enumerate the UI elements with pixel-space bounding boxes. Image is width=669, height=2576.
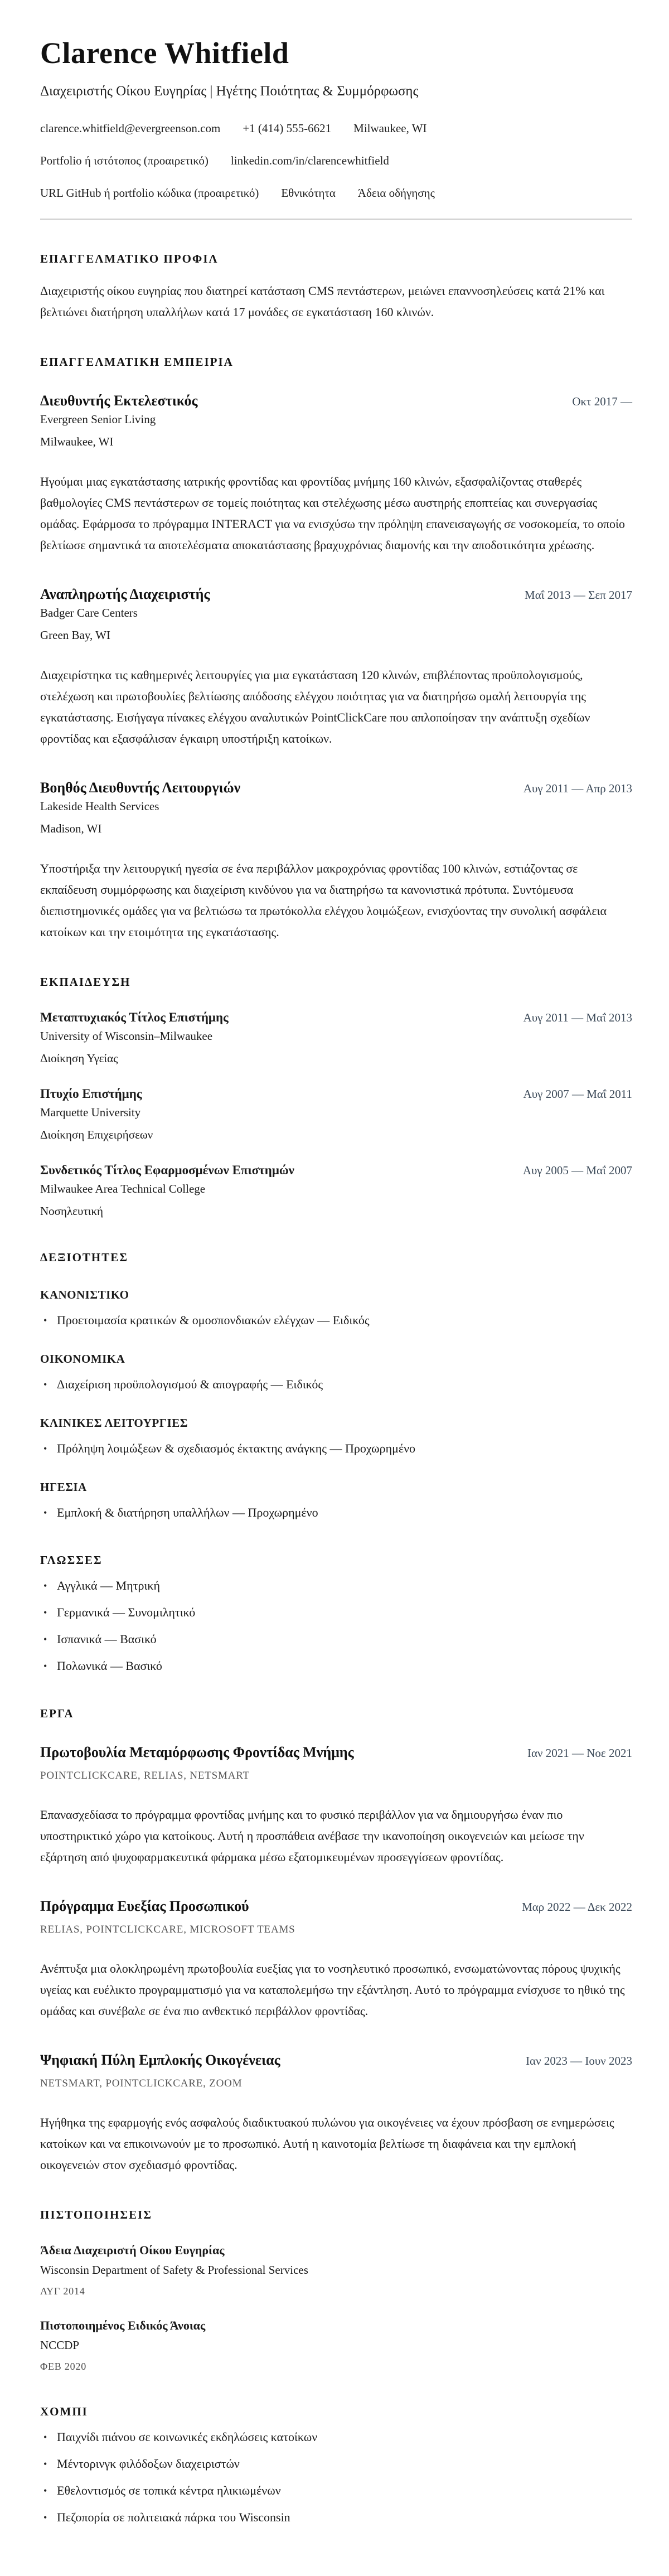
contact-linkedin: linkedin.com/in/clarencewhitfield [230, 154, 389, 168]
skill-list [40, 1504, 632, 1521]
degree-field: Νοσηλευτική [40, 1204, 104, 1218]
certification-date: ΦΕΒ 2020 [40, 2361, 87, 2372]
job-location: Milwaukee, WI [40, 435, 114, 449]
certification-issuer: Wisconsin Department of Safety & Professional Services [40, 2263, 308, 2277]
job-title: Αναπληρωτής Διαχειριστής [40, 586, 210, 603]
header-divider [40, 219, 632, 220]
hobby-item: • Μέντορινγκ φιλόδοξων διαχειριστών [40, 2456, 632, 2472]
project-entry [40, 2052, 632, 2176]
skill-item: • Προετοιμασία κρατικών & ομοσπονδιακών ελέγχων — Ειδικός [40, 1312, 632, 1329]
person-name: Clarence Whitfield [40, 36, 289, 70]
skill-group [40, 1480, 632, 1521]
job-entry [40, 779, 632, 943]
project-title: Ψηφιακή Πύλη Εμπλοκής Οικογένειας [40, 2052, 280, 2069]
degree-school: Marquette University [40, 1106, 141, 1120]
job-dates: Αυγ 2011 — Απρ 2013 [523, 782, 632, 796]
certification-title: Πιστοποιημένος Ειδικός Άνοιας [40, 2318, 206, 2333]
degree-title: Μεταπτυχιακός Τίτλος Επιστήμης [40, 1010, 229, 1025]
project-description: Επανασχεδίασα το πρόγραμμα φροντίδας μνήμης και το φυσικό περιβάλλον για να δημιουργήσω έναν πιο υποστηρικτικό χώρο για κατοίκους. Αυτή η προσπάθεια ανέβασε την ικανοποίηση οικογενειών και μείωσε την εξάρτηση από ψυχοφαρμακευτικά φάρμακα μέσω εξατομικευμένων προσεγγίσεων φροντίδας. [40, 1808, 584, 1865]
job-dates: Μαΐ 2013 — Σεπ 2017 [525, 588, 632, 602]
education-entry [40, 1087, 632, 1142]
hobby-item: • Εθελοντισμός σε τοπικά κέντρα ηλικιωμένων [40, 2482, 632, 2499]
certification-title: Άδεια Διαχειριστή Οίκου Ευγηρίας [40, 2243, 225, 2258]
section-heading-education: ΕΚΠΑΙΔΕΥΣΗ [40, 975, 131, 989]
education-entry-head [40, 1087, 632, 1101]
section-profile [40, 252, 632, 323]
contact-github-placeholder: URL GitHub ή portfolio κώδικα (προαιρετικό) [40, 186, 259, 200]
degree-school: Milwaukee Area Technical College [40, 1182, 206, 1196]
skill-group [40, 1288, 632, 1329]
skill-list [40, 1312, 632, 1329]
contact-nationality-placeholder: Εθνικότητα [281, 186, 336, 200]
contact-phone: +1 (414) 555-6621 [243, 122, 332, 135]
section-heading-hobbies: ΧΟΜΠΙ [40, 2405, 88, 2419]
job-location: Madison, WI [40, 822, 102, 836]
degree-dates: Αυγ 2005 — Μαΐ 2007 [522, 1164, 632, 1178]
project-tech-stack: RELIAS, POINTCLICKCARE, MICROSOFT TEAMS [40, 1924, 295, 1936]
section-heading-experience: ΕΠΑΓΓΕΛΜΑΤΙΚΗ ΕΜΠΕΙΡΙΑ [40, 355, 234, 369]
project-entry [40, 1898, 632, 2022]
section-certifications [40, 2208, 632, 2372]
degree-dates: Αυγ 2007 — Μαΐ 2011 [523, 1087, 632, 1101]
skill-list [40, 1376, 632, 1393]
degree-title: Πτυχίο Επιστήμης [40, 1087, 142, 1101]
project-dates: Μαρ 2022 — Δεκ 2022 [522, 1900, 632, 1914]
section-languages [40, 1553, 632, 1674]
skill-group [40, 1416, 632, 1457]
language-item: • Αγγλικά — Μητρική [40, 1577, 632, 1594]
section-experience [40, 355, 632, 943]
section-heading-profile: ΕΠΑΓΓΕΛΜΑΤΙΚΟ ΠΡΟΦΙΛ [40, 252, 219, 266]
job-company: Lakeside Health Services [40, 800, 159, 814]
certification-entry [40, 2243, 632, 2297]
degree-title: Συνδετικός Τίτλος Εφαρμοσμένων Επιστημών [40, 1163, 294, 1178]
language-item: • Γερμανικά — Συνομιλητικό [40, 1604, 632, 1621]
project-entry-head [40, 2052, 632, 2069]
skill-item: • Διαχείριση προϋπολογισμού & απογραφής — Ειδικός [40, 1376, 632, 1393]
project-title: Πρωτοβουλία Μεταμόρφωσης Φροντίδας Μνήμης [40, 1744, 354, 1761]
job-entry-head [40, 586, 632, 603]
degree-dates: Αυγ 2011 — Μαΐ 2013 [523, 1011, 632, 1025]
hobby-item: • Παιχνίδι πιάνου σε κοινωνικές εκδηλώσεις κατοίκων [40, 2429, 632, 2446]
job-description: Διαχειρίστηκα τις καθημερινές λειτουργίες για μια εγκατάσταση 120 κλινών, επιβλέποντας προϋπολογισμούς, στελέχωση και πρωτοβουλίες βελτίωσης απόδοσης ελέγχου ποιότητας για να διατηρήσω ομαλή λειτουργία της εγκατάστασης. Εισήγαγα πίνακες ελέγχου αναλυτικών PointClickCare που απλοποίησαν την ανάπτυξη σχεδίων φροντίδας και εξασφάλισαν έγκαιρη υποστήριξη κατοίκων. [40, 668, 590, 746]
education-entry [40, 1163, 632, 1218]
education-entry-head [40, 1010, 632, 1025]
language-list [40, 1577, 632, 1674]
project-entry-head [40, 1898, 632, 1915]
resume-header [40, 36, 632, 220]
skill-category: ΟΙΚΟΝΟΜΙΚΑ [40, 1352, 125, 1366]
project-dates: Ιαν 2021 — Νοε 2021 [527, 1746, 632, 1760]
profile-summary: Διαχειριστής οίκου ευγηρίας που διατηρεί κατάσταση CMS πεντάστερων, μειώνει επαννοσηλεύσεις κατά 21% και βελτιώνει διατήρηση υπαλλήλων κατά 17 μονάδες σε εγκατάσταση 160 κλινών. [40, 284, 605, 319]
section-education [40, 975, 632, 1218]
project-entry [40, 1744, 632, 1868]
skill-group [40, 1352, 632, 1393]
job-title: Διευθυντής Εκτελεστικός [40, 393, 198, 409]
degree-field: Διοίκηση Υγείας [40, 1052, 118, 1066]
project-description: Ηγήθηκα της εφαρμογής ενός ασφαλούς διαδικτυακού πυλώνου για οικογένειες να έχουν πρόσβαση σε ενημερώσεις κατοίκων και να επικοινωνούν με το προσωπικό. Αυτή η καινοτομία βελτίωσε τη διαφάνεια και την εμπλοκή οικογενειών στον σχεδιασμό φροντίδας. [40, 2115, 614, 2172]
certification-issuer: NCCDP [40, 2338, 80, 2352]
skill-item: • Εμπλοκή & διατήρηση υπαλλήλων — Προχωρημένο [40, 1504, 632, 1521]
skill-category: ΚΛΙΝΙΚΕΣ ΛΕΙΤΟΥΡΓΙΕΣ [40, 1416, 188, 1430]
language-item: • Πολωνικά — Βασικό [40, 1658, 632, 1674]
job-company: Evergreen Senior Living [40, 413, 156, 427]
contact-location: Milwaukee, WI [353, 122, 427, 135]
section-heading-languages: ΓΛΩΣΣΕΣ [40, 1553, 103, 1567]
section-heading-certifications: ΠΙΣΤΟΠΟΙΗΣΕΙΣ [40, 2208, 153, 2222]
contact-portfolio-placeholder: Portfolio ή ιστότοπος (προαιρετικό) [40, 154, 209, 168]
job-title: Βοηθός Διευθυντής Λειτουργιών [40, 779, 241, 796]
job-company: Badger Care Centers [40, 606, 138, 620]
language-item: • Ισπανικά — Βασικό [40, 1631, 632, 1648]
section-skills [40, 1251, 632, 1521]
contact-email: clarence.whitfield@evergreenson.com [40, 122, 221, 135]
project-entry-head [40, 1744, 632, 1761]
hobby-item: • Πεζοπορία σε πολιτειακά πάρκα του Wisconsin [40, 2509, 632, 2526]
job-location: Green Bay, WI [40, 628, 110, 642]
education-entry-head [40, 1163, 632, 1178]
job-entry-head [40, 393, 632, 409]
contact-row-2 [40, 154, 632, 168]
contact-row-3 [40, 186, 632, 200]
job-description: Ηγούμαι μιας εγκατάστασης ιατρικής φροντίδας και φροντίδας μνήμης 160 κλινών, εξασφαλίζοντας σταθερές βαθμολογίες CMS πεντάστερων σε τομείς ποιότητας και στελέχωσης μέσω αυστηρής εποπτείας και συνεργασίας ομάδας. Εφάρμοσα το πρόγραμμα INTERACT για να ενισχύσω την πρόληψη επανεισαγωγής σε νοσοκομεία, το οποίο βελτίωσε σημαντικά τα αποτελέσματα αποκατάστασης βραχυχρόνιας διαμονής και την αποδοτικότητα χρέωσης. [40, 474, 625, 553]
section-heading-projects: ΕΡΓΑ [40, 1707, 74, 1721]
degree-field: Διοίκηση Επιχειρήσεων [40, 1128, 153, 1142]
project-title: Πρόγραμμα Ευεξίας Προσωπικού [40, 1898, 249, 1915]
skill-category: ΗΓΕΣΙΑ [40, 1480, 87, 1494]
contact-driving-license-placeholder: Άδεια οδήγησης [357, 186, 435, 200]
job-description: Υποστήριξα την λειτουργική ηγεσία σε ένα περιβάλλον μακροχρόνιας φροντίδας 100 κλινών, εστιάζοντας σε εκπαίδευση συμμόρφωσης και διαχείριση κινδύνου για να διατηρήσω τα κανονιστικά πρότυπα. Συντόμευσα διεπιστημονικές ομάδες για να βελτιώσω τα πρωτόκολλα ελέγχου λοιμώξεων, ενισχύοντας την συνολική ασφάλεια κατοίκων και την ετοιμότητα της εγκατάστασης. [40, 861, 607, 940]
project-tech-stack: POINTCLICKCARE, RELIAS, NETSMART [40, 1770, 250, 1782]
hobby-list [40, 2429, 632, 2526]
project-tech-stack: NETSMART, POINTCLICKCARE, ZOOM [40, 2078, 243, 2090]
skill-item: • Πρόληψη λοιμώξεων & σχεδιασμός έκτακτης ανάγκης — Προχωρημένο [40, 1440, 632, 1457]
skill-category: ΚΑΝΟΝΙΣΤΙΚΟ [40, 1288, 129, 1302]
person-headline: Διαχειριστής Οίκου Ευγηρίας | Ηγέτης Ποιότητας & Συμμόρφωσης [40, 84, 419, 99]
section-hobbies [40, 2405, 632, 2526]
project-description: Ανέπτυξα μια ολοκληρωμένη πρωτοβουλία ευεξίας για το νοσηλευτικό προσωπικό, ενσωματώνοντας πόρους ψυχικής υγείας και ευέλικτο προγραμματισμό για να καταπολεμήσω την εξάντληση. Αυτό το πρόγραμμα ενίσχυσε το ηθικό της ομάδας και συνέβαλε σε ένα πιο ανθεκτικό περιβάλλον φροντίδας. [40, 1962, 625, 2018]
section-projects [40, 1707, 632, 2176]
certification-date: ΑΥΓ 2014 [40, 2286, 85, 2297]
section-heading-skills: ΔΕΞΙΟΤΗΤΕΣ [40, 1251, 128, 1265]
degree-school: University of Wisconsin–Milwaukee [40, 1029, 213, 1043]
project-dates: Ιαν 2023 — Ιουν 2023 [526, 2054, 632, 2068]
job-entry [40, 586, 632, 749]
job-dates: Οκτ 2017 — [572, 395, 632, 409]
job-entry-head [40, 779, 632, 796]
contact-row-1 [40, 122, 632, 135]
education-entry [40, 1010, 632, 1066]
job-entry [40, 393, 632, 556]
skill-list [40, 1440, 632, 1457]
certification-entry [40, 2318, 632, 2372]
